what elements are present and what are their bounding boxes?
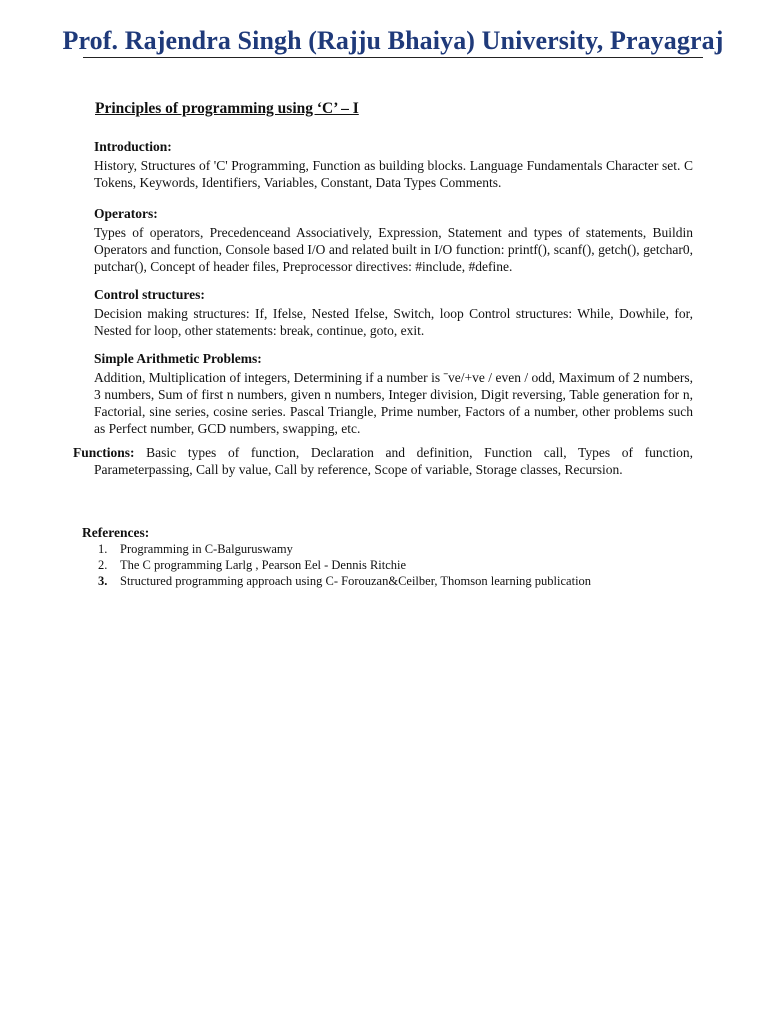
section-body-functions-2: Parameterpassing, Call by value, Call by reference, Scope of variable, Storage classes, Recursion.	[94, 462, 623, 477]
university-title: Prof. Rajendra Singh (Rajju Bhaiya) University, Prayagraj	[62, 26, 724, 55]
reference-text: The C programming Larlg , Pearson Eel - Dennis Ritchie	[120, 558, 407, 572]
section-arithmetic-problems	[94, 350, 693, 437]
section-body-control: Decision making structures: If, Ifelse, Nested Ifelse, Switch, loop Control structures: While, Dowhile, for, Nested for loop, other statements: break, continue, goto, exit.	[94, 306, 693, 338]
section-heading-functions: Functions:	[73, 445, 135, 460]
functions-line-1	[73, 444, 693, 461]
reference-text: Structured programming approach using C- Forouzan&Ceilber, Thomson learning publication	[120, 574, 592, 588]
section-heading-operators: Operators:	[94, 206, 158, 221]
section-body-introduction: History, Structures of 'C' Programming, Function as building blocks. Language Fundamentals Character set. C Tokens, Keywords, Identifiers, Variables, Constant, Data Types Comments.	[94, 158, 693, 190]
section-introduction	[94, 138, 693, 191]
section-operators	[94, 205, 693, 275]
section-heading-arithmetic: Simple Arithmetic Problems:	[94, 351, 262, 366]
header-divider	[83, 57, 703, 58]
references-heading: References:	[82, 525, 150, 540]
reference-number: 1.	[98, 542, 108, 556]
reference-number: 3.	[98, 574, 108, 588]
reference-item	[82, 557, 682, 573]
course-title: Principles of programming using ‘C’ – I	[95, 100, 359, 117]
reference-number: 2.	[98, 558, 108, 572]
references-list	[82, 541, 682, 589]
section-body-functions-1: Basic types of function, Declaration and definition, Function call, Types of function,	[146, 445, 694, 460]
section-functions	[73, 444, 693, 478]
section-heading-introduction: Introduction:	[94, 139, 172, 154]
reference-item	[82, 541, 682, 557]
reference-item	[82, 573, 682, 589]
section-body-arithmetic: Addition, Multiplication of integers, Determining if a number is ˉve/+ve / even / odd, Maximum of 2 numbers, 3 numbers, Sum of first n numbers, given n numbers, Integer division, Digit reversing, Table generation for n, Factorial, sine series, cosine series. Pascal Triangle, Prime number, Factors of a number, other problems such as Perfect number, GCD numbers, swapping, etc.	[94, 370, 693, 436]
section-heading-control: Control structures:	[94, 287, 205, 302]
reference-text: Programming in C-Balguruswamy	[120, 542, 293, 556]
section-control-structures	[94, 286, 693, 339]
section-body-operators: Types of operators, Precedenceand Associatively, Expression, Statement and types of statements, Buildin Operators and function, Console based I/O and related built in I/O function: printf(), scanf(), getch(), getchar0, putchar(), Concept of header files, Preprocessor directives: #include, #define.	[94, 225, 693, 274]
references	[82, 524, 682, 589]
